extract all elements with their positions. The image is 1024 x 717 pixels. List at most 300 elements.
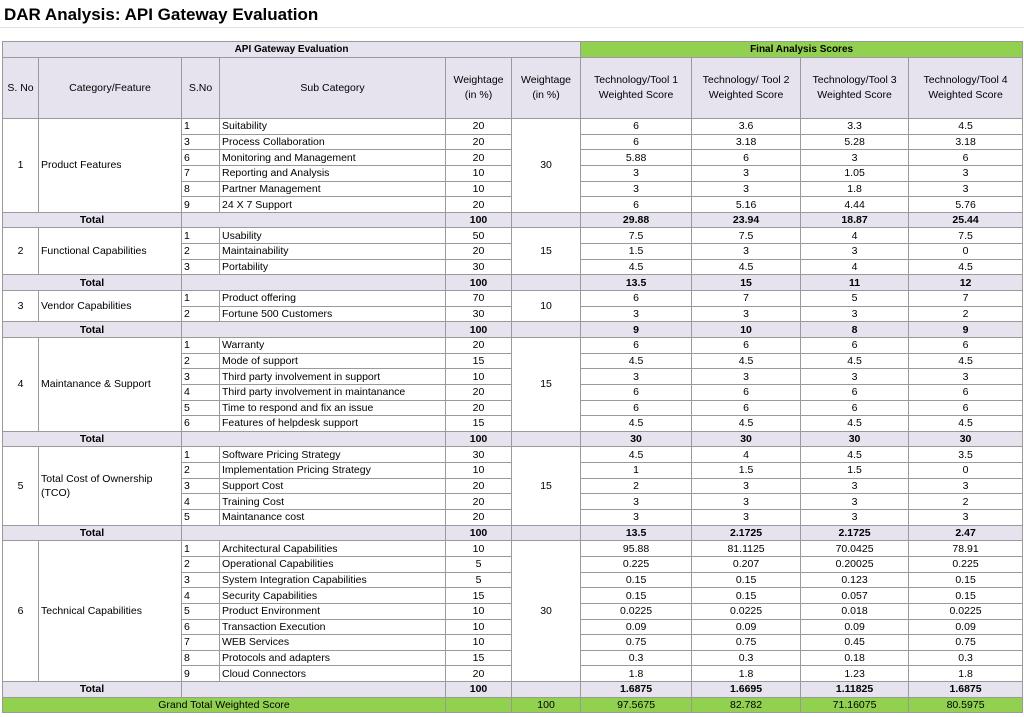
tool-3-score[interactable]: 4.44 [801, 197, 909, 213]
tool-3-score[interactable]: 3 [801, 150, 909, 166]
category-weightage[interactable]: 15 [512, 447, 581, 525]
tool-3-score[interactable]: 3 [801, 369, 909, 385]
category-name[interactable]: Vendor Capabilities [39, 291, 182, 322]
sub-weightage[interactable]: 20 [446, 400, 512, 416]
tool-4-score[interactable]: 3.5 [909, 447, 1023, 463]
tool-3-score[interactable]: 0.018 [801, 603, 909, 619]
sub-weightage[interactable]: 20 [446, 337, 512, 353]
grand-total-weightage[interactable]: 100 [512, 697, 581, 713]
sub-category-name[interactable]: Maintainability [220, 244, 446, 260]
grand-total-tool-1-score[interactable]: 97.5675 [581, 697, 692, 713]
sub-category-name[interactable]: Training Cost [220, 494, 446, 510]
tool-1-score[interactable]: 4.5 [581, 447, 692, 463]
total-empty-cell[interactable] [182, 322, 446, 338]
sub-weightage[interactable]: 10 [446, 541, 512, 557]
tool-1-score[interactable]: 0.75 [581, 635, 692, 651]
tool-3-score[interactable]: 4.5 [801, 447, 909, 463]
sub-weightage[interactable]: 30 [446, 259, 512, 275]
tool-3-score[interactable]: 4 [801, 228, 909, 244]
tool-1-score[interactable]: 4.5 [581, 259, 692, 275]
sub-sno[interactable]: 1 [182, 541, 220, 557]
total-tool-1-score[interactable]: 1.6875 [581, 682, 692, 698]
col-header-tool-2[interactable]: Technology/ Tool 2 Weighted Score [692, 58, 801, 119]
tool-3-score[interactable]: 0.123 [801, 572, 909, 588]
sub-category-name[interactable]: Third party involvement in support [220, 369, 446, 385]
sub-sno[interactable]: 2 [182, 244, 220, 260]
tool-2-score[interactable]: 3 [692, 165, 801, 181]
total-empty-cell[interactable] [182, 431, 446, 447]
sub-category-name[interactable]: Maintanance cost [220, 510, 446, 526]
sub-category-name[interactable]: Software Pricing Strategy [220, 447, 446, 463]
sub-weightage[interactable]: 10 [446, 619, 512, 635]
tool-1-score[interactable]: 2 [581, 478, 692, 494]
sub-category-name[interactable]: Implementation Pricing Strategy [220, 463, 446, 479]
total-tool-3-score[interactable]: 11 [801, 275, 909, 291]
tool-1-score[interactable]: 6 [581, 384, 692, 400]
category-weightage[interactable]: 30 [512, 119, 581, 213]
tool-1-score[interactable]: 3 [581, 306, 692, 322]
col-header-sub-category[interactable]: Sub Category [220, 58, 446, 119]
tool-4-score[interactable]: 1.8 [909, 666, 1023, 682]
total-tool-4-score[interactable]: 12 [909, 275, 1023, 291]
tool-1-score[interactable]: 4.5 [581, 416, 692, 432]
sub-category-name[interactable]: Process Collaboration [220, 134, 446, 150]
col-header-tool-1[interactable]: Technology/Tool 1 Weighted Score [581, 58, 692, 119]
sub-weightage[interactable]: 10 [446, 181, 512, 197]
sub-weightage[interactable]: 20 [446, 244, 512, 260]
tool-2-score[interactable]: 0.15 [692, 588, 801, 604]
tool-1-score[interactable]: 3 [581, 181, 692, 197]
sub-sno[interactable]: 3 [182, 369, 220, 385]
sub-category-name[interactable]: Product Environment [220, 603, 446, 619]
tool-2-score[interactable]: 4.5 [692, 353, 801, 369]
tool-1-score[interactable]: 4.5 [581, 353, 692, 369]
sub-sno[interactable]: 3 [182, 572, 220, 588]
tool-2-score[interactable]: 0.3 [692, 650, 801, 666]
category-name[interactable]: Product Features [39, 119, 182, 213]
category-weightage[interactable]: 15 [512, 337, 581, 431]
sub-sno[interactable]: 5 [182, 400, 220, 416]
sub-sno[interactable]: 1 [182, 337, 220, 353]
total-tool-2-score[interactable]: 1.6695 [692, 682, 801, 698]
tool-3-score[interactable]: 6 [801, 337, 909, 353]
sub-sno[interactable]: 3 [182, 259, 220, 275]
tool-2-score[interactable]: 4 [692, 447, 801, 463]
sub-category-name[interactable]: Portability [220, 259, 446, 275]
total-tool-3-score[interactable]: 18.87 [801, 212, 909, 228]
total-tool-4-score[interactable]: 30 [909, 431, 1023, 447]
tool-2-score[interactable]: 3.6 [692, 119, 801, 135]
total-empty-cell[interactable] [512, 322, 581, 338]
total-tool-3-score[interactable]: 2.1725 [801, 525, 909, 541]
sub-weightage[interactable]: 15 [446, 650, 512, 666]
category-sno[interactable]: 4 [3, 337, 39, 431]
category-weightage[interactable]: 30 [512, 541, 581, 682]
total-tool-2-score[interactable]: 15 [692, 275, 801, 291]
sub-category-name[interactable]: Mode of support [220, 353, 446, 369]
sub-weightage[interactable]: 5 [446, 556, 512, 572]
total-tool-2-score[interactable]: 10 [692, 322, 801, 338]
tool-4-score[interactable]: 3 [909, 478, 1023, 494]
total-tool-3-score[interactable]: 1.11825 [801, 682, 909, 698]
total-weightage[interactable]: 100 [446, 682, 512, 698]
category-name[interactable]: Total Cost of Ownership (TCO) [39, 447, 182, 525]
sub-sno[interactable]: 1 [182, 228, 220, 244]
tool-2-score[interactable]: 3 [692, 369, 801, 385]
tool-4-score[interactable]: 7.5 [909, 228, 1023, 244]
tool-4-score[interactable]: 0.15 [909, 588, 1023, 604]
total-empty-cell[interactable] [182, 525, 446, 541]
tool-4-score[interactable]: 4.5 [909, 119, 1023, 135]
tool-1-score[interactable]: 6 [581, 134, 692, 150]
tool-3-score[interactable]: 3 [801, 306, 909, 322]
tool-3-score[interactable]: 6 [801, 400, 909, 416]
total-tool-3-score[interactable]: 30 [801, 431, 909, 447]
col-header-category[interactable]: Category/Feature [39, 58, 182, 119]
tool-4-score[interactable]: 3 [909, 165, 1023, 181]
sub-weightage[interactable]: 15 [446, 588, 512, 604]
total-tool-4-score[interactable]: 1.6875 [909, 682, 1023, 698]
sub-category-name[interactable]: Protocols and adapters [220, 650, 446, 666]
tool-2-score[interactable]: 1.8 [692, 666, 801, 682]
total-weightage[interactable]: 100 [446, 525, 512, 541]
tool-1-score[interactable]: 6 [581, 197, 692, 213]
sub-sno[interactable]: 8 [182, 650, 220, 666]
tool-3-score[interactable]: 70.0425 [801, 541, 909, 557]
tool-4-score[interactable]: 5.76 [909, 197, 1023, 213]
tool-3-score[interactable]: 5 [801, 291, 909, 307]
tool-2-score[interactable]: 3 [692, 510, 801, 526]
tool-4-score[interactable]: 0.225 [909, 556, 1023, 572]
sub-weightage[interactable]: 20 [446, 494, 512, 510]
tool-4-score[interactable]: 7 [909, 291, 1023, 307]
grand-total-tool-4-score[interactable]: 80.5975 [909, 697, 1023, 713]
tool-4-score[interactable]: 3 [909, 369, 1023, 385]
sub-weightage[interactable]: 5 [446, 572, 512, 588]
sub-sno[interactable]: 6 [182, 619, 220, 635]
sub-category-name[interactable]: Transaction Execution [220, 619, 446, 635]
sub-sno[interactable]: 7 [182, 635, 220, 651]
tool-3-score[interactable]: 3 [801, 510, 909, 526]
sub-weightage[interactable]: 20 [446, 197, 512, 213]
category-name[interactable]: Functional Capabilities [39, 228, 182, 275]
total-label[interactable]: Total [3, 525, 182, 541]
tool-1-score[interactable]: 0.225 [581, 556, 692, 572]
grand-total-empty-cell[interactable] [446, 697, 512, 713]
total-empty-cell[interactable] [512, 682, 581, 698]
category-name[interactable]: Maintanance & Support [39, 337, 182, 431]
sub-category-name[interactable]: Partner Management [220, 181, 446, 197]
sub-category-name[interactable]: Monitoring and Management [220, 150, 446, 166]
tool-1-score[interactable]: 5.88 [581, 150, 692, 166]
sub-weightage[interactable]: 50 [446, 228, 512, 244]
sub-weightage[interactable]: 15 [446, 416, 512, 432]
sub-sno[interactable]: 2 [182, 556, 220, 572]
tool-2-score[interactable]: 3 [692, 494, 801, 510]
tool-2-score[interactable]: 5.16 [692, 197, 801, 213]
tool-3-score[interactable]: 3.3 [801, 119, 909, 135]
col-header-tool-3[interactable]: Technology/Tool 3 Weighted Score [801, 58, 909, 119]
sub-category-name[interactable]: Warranty [220, 337, 446, 353]
sub-category-name[interactable]: WEB Services [220, 635, 446, 651]
total-tool-1-score[interactable]: 9 [581, 322, 692, 338]
total-tool-1-score[interactable]: 30 [581, 431, 692, 447]
tool-1-score[interactable]: 3 [581, 510, 692, 526]
tool-3-score[interactable]: 0.18 [801, 650, 909, 666]
tool-2-score[interactable]: 3 [692, 306, 801, 322]
col-header-sno[interactable]: S. No [3, 58, 39, 119]
tool-1-score[interactable]: 3 [581, 165, 692, 181]
sub-sno[interactable]: 5 [182, 603, 220, 619]
tool-2-score[interactable]: 4.5 [692, 259, 801, 275]
tool-2-score[interactable]: 6 [692, 400, 801, 416]
sub-category-name[interactable]: Suitability [220, 119, 446, 135]
tool-2-score[interactable]: 0.15 [692, 572, 801, 588]
tool-4-score[interactable]: 0 [909, 463, 1023, 479]
tool-2-score[interactable]: 3.18 [692, 134, 801, 150]
sub-sno[interactable]: 5 [182, 510, 220, 526]
total-tool-2-score[interactable]: 23.94 [692, 212, 801, 228]
tool-2-score[interactable]: 0.0225 [692, 603, 801, 619]
tool-4-score[interactable]: 4.5 [909, 416, 1023, 432]
tool-4-score[interactable]: 0.0225 [909, 603, 1023, 619]
total-empty-cell[interactable] [512, 212, 581, 228]
tool-1-score[interactable]: 1.8 [581, 666, 692, 682]
tool-1-score[interactable]: 6 [581, 119, 692, 135]
sub-category-name[interactable]: Architectural Capabilities [220, 541, 446, 557]
tool-3-score[interactable]: 3 [801, 494, 909, 510]
category-name[interactable]: Technical Capabilities [39, 541, 182, 682]
sub-sno[interactable]: 3 [182, 478, 220, 494]
total-weightage[interactable]: 100 [446, 431, 512, 447]
total-empty-cell[interactable] [182, 682, 446, 698]
tool-2-score[interactable]: 7 [692, 291, 801, 307]
category-sno[interactable]: 1 [3, 119, 39, 213]
tool-3-score[interactable]: 0.057 [801, 588, 909, 604]
tool-4-score[interactable]: 3 [909, 510, 1023, 526]
tool-4-score[interactable]: 6 [909, 400, 1023, 416]
sub-category-name[interactable]: Features of helpdesk support [220, 416, 446, 432]
tool-3-score[interactable]: 1.05 [801, 165, 909, 181]
tool-4-score[interactable]: 0.15 [909, 572, 1023, 588]
tool-1-score[interactable]: 1.5 [581, 244, 692, 260]
tool-1-score[interactable]: 0.0225 [581, 603, 692, 619]
tool-4-score[interactable]: 2 [909, 306, 1023, 322]
sub-category-name[interactable]: Support Cost [220, 478, 446, 494]
sub-weightage[interactable]: 10 [446, 165, 512, 181]
tool-1-score[interactable]: 0.15 [581, 572, 692, 588]
tool-4-score[interactable]: 0.09 [909, 619, 1023, 635]
sub-category-name[interactable]: Reporting and Analysis [220, 165, 446, 181]
total-empty-cell[interactable] [182, 275, 446, 291]
total-tool-1-score[interactable]: 29.88 [581, 212, 692, 228]
total-tool-4-score[interactable]: 2.47 [909, 525, 1023, 541]
total-tool-1-score[interactable]: 13.5 [581, 525, 692, 541]
tool-4-score[interactable]: 3.18 [909, 134, 1023, 150]
tool-1-score[interactable]: 1 [581, 463, 692, 479]
sub-weightage[interactable]: 20 [446, 478, 512, 494]
sub-weightage[interactable]: 20 [446, 384, 512, 400]
total-tool-1-score[interactable]: 13.5 [581, 275, 692, 291]
tool-3-score[interactable]: 3 [801, 244, 909, 260]
tool-4-score[interactable]: 6 [909, 150, 1023, 166]
tool-2-score[interactable]: 6 [692, 384, 801, 400]
sub-weightage[interactable]: 30 [446, 306, 512, 322]
sub-category-name[interactable]: Fortune 500 Customers [220, 306, 446, 322]
tool-3-score[interactable]: 0.09 [801, 619, 909, 635]
category-sno[interactable]: 2 [3, 228, 39, 275]
sub-category-name[interactable]: Security Capabilities [220, 588, 446, 604]
tool-4-score[interactable]: 0 [909, 244, 1023, 260]
sub-weightage[interactable]: 30 [446, 447, 512, 463]
tool-2-score[interactable]: 1.5 [692, 463, 801, 479]
sub-weightage[interactable]: 10 [446, 369, 512, 385]
tool-4-score[interactable]: 6 [909, 337, 1023, 353]
sub-sno[interactable]: 9 [182, 666, 220, 682]
total-tool-2-score[interactable]: 2.1725 [692, 525, 801, 541]
sub-sno[interactable]: 9 [182, 197, 220, 213]
sub-sno[interactable]: 2 [182, 463, 220, 479]
tool-1-score[interactable]: 6 [581, 337, 692, 353]
col-header-tool-4[interactable]: Technology/Tool 4 Weighted Score [909, 58, 1023, 119]
tool-3-score[interactable]: 4.5 [801, 353, 909, 369]
sub-weightage[interactable]: 10 [446, 603, 512, 619]
grand-total-label[interactable]: Grand Total Weighted Score [3, 697, 446, 713]
total-tool-2-score[interactable]: 30 [692, 431, 801, 447]
tool-4-score[interactable]: 6 [909, 384, 1023, 400]
category-sno[interactable]: 5 [3, 447, 39, 525]
sub-weightage[interactable]: 10 [446, 463, 512, 479]
sub-sno[interactable]: 1 [182, 291, 220, 307]
tool-2-score[interactable]: 0.09 [692, 619, 801, 635]
total-empty-cell[interactable] [182, 212, 446, 228]
total-weightage[interactable]: 100 [446, 212, 512, 228]
tool-2-score[interactable]: 0.75 [692, 635, 801, 651]
tool-4-score[interactable]: 4.5 [909, 353, 1023, 369]
tool-1-score[interactable]: 3 [581, 494, 692, 510]
sub-sno[interactable]: 4 [182, 494, 220, 510]
tool-2-score[interactable]: 3 [692, 181, 801, 197]
tool-2-score[interactable]: 4.5 [692, 416, 801, 432]
sub-sno[interactable]: 2 [182, 306, 220, 322]
sub-category-name[interactable]: Time to respond and fix an issue [220, 400, 446, 416]
tool-3-score[interactable]: 6 [801, 384, 909, 400]
grand-total-tool-2-score[interactable]: 82.782 [692, 697, 801, 713]
grand-total-tool-3-score[interactable]: 71.16075 [801, 697, 909, 713]
sub-sno[interactable]: 8 [182, 181, 220, 197]
sub-category-name[interactable]: Cloud Connectors [220, 666, 446, 682]
col-header-weightage-sub[interactable]: Weightage (in %) [446, 58, 512, 119]
category-weightage[interactable]: 15 [512, 228, 581, 275]
tool-3-score[interactable]: 4 [801, 259, 909, 275]
sub-weightage[interactable]: 20 [446, 666, 512, 682]
category-sno[interactable]: 3 [3, 291, 39, 322]
sub-sno[interactable]: 1 [182, 119, 220, 135]
total-tool-3-score[interactable]: 8 [801, 322, 909, 338]
tool-4-score[interactable]: 4.5 [909, 259, 1023, 275]
tool-4-score[interactable]: 3 [909, 181, 1023, 197]
tool-1-score[interactable]: 0.15 [581, 588, 692, 604]
total-label[interactable]: Total [3, 275, 182, 291]
tool-1-score[interactable]: 95.88 [581, 541, 692, 557]
left-band-header[interactable]: API Gateway Evaluation [3, 42, 581, 58]
tool-2-score[interactable]: 3 [692, 244, 801, 260]
tool-3-score[interactable]: 3 [801, 478, 909, 494]
sub-sno[interactable]: 6 [182, 416, 220, 432]
sub-category-name[interactable]: Third party involvement in maintanance [220, 384, 446, 400]
sub-sno[interactable]: 6 [182, 150, 220, 166]
total-tool-4-score[interactable]: 9 [909, 322, 1023, 338]
sub-category-name[interactable]: Product offering [220, 291, 446, 307]
category-sno[interactable]: 6 [3, 541, 39, 682]
total-empty-cell[interactable] [512, 525, 581, 541]
tool-3-score[interactable]: 1.5 [801, 463, 909, 479]
sub-sno[interactable]: 4 [182, 588, 220, 604]
tool-1-score[interactable]: 6 [581, 400, 692, 416]
tool-2-score[interactable]: 6 [692, 337, 801, 353]
sub-sno[interactable]: 1 [182, 447, 220, 463]
tool-3-score[interactable]: 1.23 [801, 666, 909, 682]
sub-weightage[interactable]: 20 [446, 510, 512, 526]
tool-3-score[interactable]: 5.28 [801, 134, 909, 150]
sub-category-name[interactable]: System Integration Capabilities [220, 572, 446, 588]
sub-weightage[interactable]: 20 [446, 150, 512, 166]
tool-1-score[interactable]: 0.3 [581, 650, 692, 666]
sub-category-name[interactable]: 24 X 7 Support [220, 197, 446, 213]
total-empty-cell[interactable] [512, 275, 581, 291]
tool-2-score[interactable]: 81.1125 [692, 541, 801, 557]
tool-3-score[interactable]: 0.45 [801, 635, 909, 651]
tool-4-score[interactable]: 78.91 [909, 541, 1023, 557]
sub-sno[interactable]: 2 [182, 353, 220, 369]
total-label[interactable]: Total [3, 431, 182, 447]
tool-2-score[interactable]: 3 [692, 478, 801, 494]
sub-category-name[interactable]: Operational Capabilities [220, 556, 446, 572]
sub-sno[interactable]: 7 [182, 165, 220, 181]
col-header-weightage-cat[interactable]: Weightage (in %) [512, 58, 581, 119]
sub-weightage[interactable]: 20 [446, 134, 512, 150]
tool-1-score[interactable]: 0.09 [581, 619, 692, 635]
tool-2-score[interactable]: 0.207 [692, 556, 801, 572]
total-weightage[interactable]: 100 [446, 322, 512, 338]
tool-4-score[interactable]: 0.3 [909, 650, 1023, 666]
sub-category-name[interactable]: Usability [220, 228, 446, 244]
sub-sno[interactable]: 3 [182, 134, 220, 150]
tool-3-score[interactable]: 0.20025 [801, 556, 909, 572]
tool-1-score[interactable]: 7.5 [581, 228, 692, 244]
total-label[interactable]: Total [3, 322, 182, 338]
sub-weightage[interactable]: 70 [446, 291, 512, 307]
tool-1-score[interactable]: 3 [581, 369, 692, 385]
sub-weightage[interactable]: 15 [446, 353, 512, 369]
col-header-sub-sno[interactable]: S.No [182, 58, 220, 119]
tool-3-score[interactable]: 4.5 [801, 416, 909, 432]
right-band-header[interactable]: Final Analysis Scores [581, 42, 1023, 58]
tool-2-score[interactable]: 7.5 [692, 228, 801, 244]
total-tool-4-score[interactable]: 25.44 [909, 212, 1023, 228]
total-label[interactable]: Total [3, 212, 182, 228]
tool-4-score[interactable]: 0.75 [909, 635, 1023, 651]
tool-4-score[interactable]: 2 [909, 494, 1023, 510]
tool-1-score[interactable]: 6 [581, 291, 692, 307]
tool-2-score[interactable]: 6 [692, 150, 801, 166]
sub-sno[interactable]: 4 [182, 384, 220, 400]
sub-weightage[interactable]: 10 [446, 635, 512, 651]
category-weightage[interactable]: 10 [512, 291, 581, 322]
tool-3-score[interactable]: 1.8 [801, 181, 909, 197]
sub-weightage[interactable]: 20 [446, 119, 512, 135]
total-label[interactable]: Total [3, 682, 182, 698]
